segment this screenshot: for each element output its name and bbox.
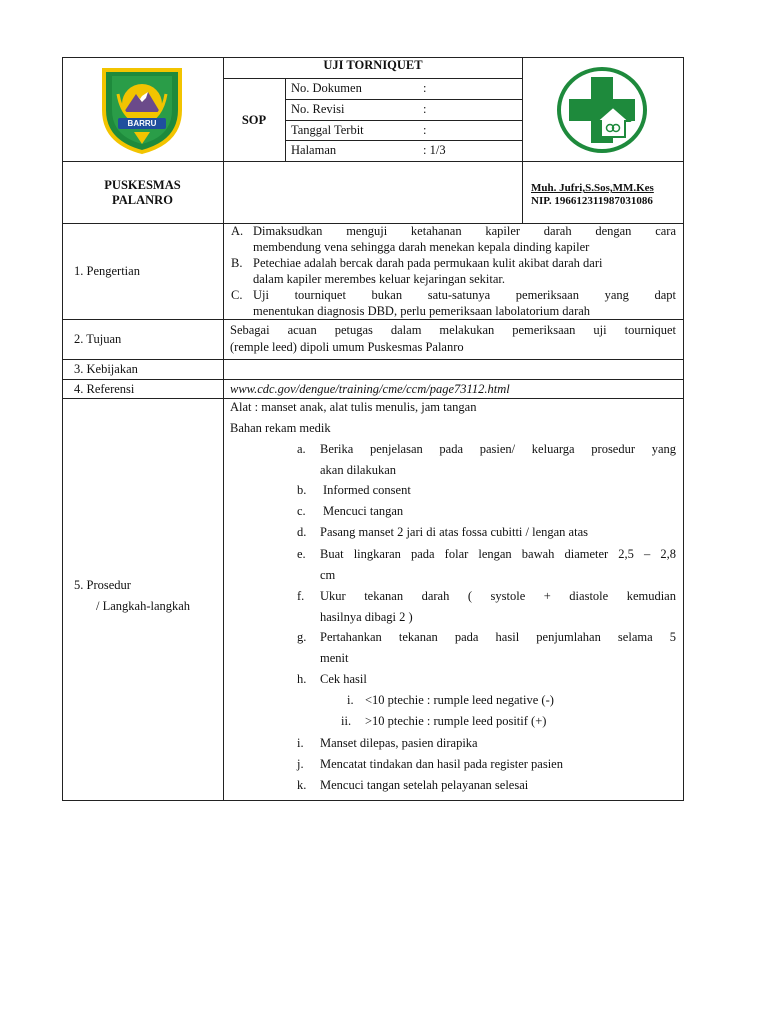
section-label-langkah: / Langkah-langkah [96, 599, 191, 613]
puskesmas-cross-icon [555, 65, 650, 155]
step-e-line2: cm [320, 568, 336, 582]
row-line-pengertian [62, 319, 684, 320]
row-line-tujuan [62, 359, 684, 360]
step-marker-k: k. [297, 778, 307, 792]
signer-name: Muh. Jufri,S.Sos,MM.Kes [531, 182, 654, 194]
table-border-right [683, 57, 684, 801]
step-marker-b: b. [297, 483, 307, 497]
org-name-line2: PALANRO [112, 193, 173, 207]
docinfo-line-2 [285, 120, 523, 121]
step-marker-c: c. [297, 504, 306, 518]
step-marker-h: h. [297, 672, 307, 686]
title-row-line [223, 78, 523, 79]
revision-label: No. Revisi [291, 102, 345, 116]
step-f-line1: Ukur tekanan darah ( systole + diastole kemudian [320, 589, 676, 603]
header-row-line [62, 161, 684, 162]
section-label-referensi: 4. Referensi [74, 382, 135, 396]
prosedur-alat: Alat : manset anak, alat tulis menulis, jam tangan [230, 400, 477, 414]
substep-marker-ii: ii. [341, 714, 352, 728]
step-g-line2: menit [320, 651, 349, 665]
step-b-line1: Informed consent [323, 483, 411, 497]
pengertian-marker-c: C. [231, 288, 243, 302]
step-marker-e: e. [297, 547, 306, 561]
section-label-pengertian: 1. Pengertian [74, 264, 140, 278]
row-line-kebijakan [62, 379, 684, 380]
substep-ii-text: >10 ptechie : rumple leed positif (+) [365, 714, 547, 728]
org-name-line1: PUSKESMAS [104, 178, 181, 192]
puskesmas-logo [555, 65, 650, 155]
issue-date-value: : [423, 123, 427, 137]
step-a-line1: Berika penjelasan pada pasien/ keluarga prosedur yang [320, 442, 676, 456]
barru-logo [96, 64, 188, 156]
referensi-link[interactable]: www.cdc.gov/dengue/training/cme/ccm/page73112.html [230, 382, 510, 396]
document-title: UJI TORNIQUET [323, 58, 423, 72]
tujuan-line1: Sebagai acuan petugas dalam melakukan pemeriksaan uji tourniquet [230, 323, 676, 337]
doc-number-label: No. Dokumen [291, 81, 362, 95]
issue-date-label: Tanggal Terbit [291, 123, 364, 137]
substep-i-text: <10 ptechie : rumple leed negative (-) [365, 693, 554, 707]
step-marker-j: j. [297, 757, 304, 771]
step-marker-f: f. [297, 589, 305, 603]
step-h-line1: Cek hasil [320, 672, 367, 686]
step-c-line1: Mencuci tangan [323, 504, 404, 518]
pengertian-a-line1: Dimaksudkan menguji ketahanan kapiler darah dengan cara [253, 224, 676, 238]
step-j-line1: Mencatat tindakan dan hasil pada register pasien [320, 757, 563, 771]
barru-shield-icon [96, 64, 188, 156]
table-border-left [62, 57, 63, 801]
page-value: : 1/3 [423, 143, 446, 157]
doc-number-value: : [423, 81, 427, 95]
section-label-tujuan: 2. Tujuan [74, 332, 122, 346]
step-d-line1: Pasang manset 2 jari di atas fossa cubitti / lengan atas [320, 525, 588, 539]
step-marker-g: g. [297, 630, 307, 644]
pengertian-b-line2: dalam kapiler merembes keluar kejaringan sekitar. [253, 272, 505, 286]
pengertian-marker-b: B. [231, 256, 243, 270]
pengertian-b-line1: Petechiae adalah bercak darah pada permukaan kulit akibat darah dari [253, 256, 603, 270]
revision-value: : [423, 102, 427, 116]
pengertian-marker-a: A. [231, 224, 244, 238]
table-border-bottom [62, 800, 684, 801]
step-marker-i: i. [297, 736, 304, 750]
signer-nip: NIP. 196612311987031086 [531, 195, 653, 207]
docinfo-line-3 [285, 140, 523, 141]
step-g-line1: Pertahankan tekanan pada hasil penjumlahan selama 5 [320, 630, 676, 644]
prosedur-bahan: Bahan rekam medik [230, 421, 331, 435]
section-label-kebijakan: 3. Kebijakan [74, 362, 138, 376]
step-i-line1: Manset dilepas, pasien dirapika [320, 736, 478, 750]
page-label: Halaman [291, 143, 337, 157]
step-a-line2: akan dilakukan [320, 463, 397, 477]
step-k-line1: Mencuci tangan setelah pelayanan selesai [320, 778, 529, 792]
step-marker-a: a. [297, 442, 306, 456]
sop-label: SOP [241, 113, 267, 127]
step-marker-d: d. [297, 525, 307, 539]
pengertian-c-line2: menentukan diagnosis DBD, perlu pemeriksaan labolatorium darah [253, 304, 591, 318]
tujuan-line2: (remple leed) dipoli umum Puskesmas Palanro [230, 340, 464, 354]
pengertian-a-line2: membendung vena sehingga darah menekan kepala dinding kapiler [253, 240, 590, 254]
step-f-line2: hasilnya dibagi 2 ) [320, 610, 413, 624]
section-label-prosedur: 5. Prosedur [74, 578, 131, 592]
logo-text: BARRU [127, 119, 157, 128]
substep-marker-i: i. [347, 693, 354, 707]
step-e-line1: Buat lingkaran pada folar lengan bawah diameter 2,5 – 2,8 [320, 547, 676, 561]
pengertian-c-line1: Uji tourniquet bukan satu-satunya pemeriksaan yang dapt [253, 288, 676, 302]
docinfo-line-1 [285, 99, 523, 100]
col-divider [223, 57, 224, 801]
